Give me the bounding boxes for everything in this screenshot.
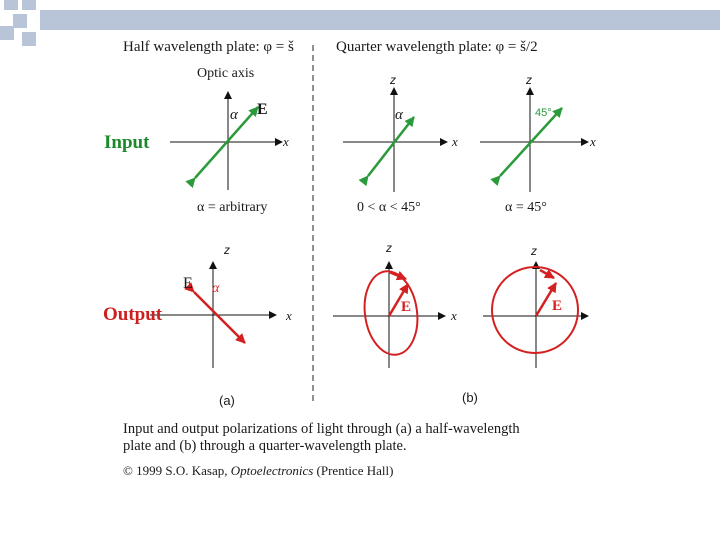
input-b2-45-label: 45°: [535, 107, 552, 119]
credit-suffix: (Prentice Hall): [313, 463, 394, 478]
row-label-input: Input: [104, 132, 150, 153]
output-b2-z-label: z: [531, 244, 537, 258]
part-label-a: (a): [219, 393, 235, 408]
output-b1-x-label: x: [451, 308, 457, 323]
input-b1-x-label: x: [452, 134, 458, 149]
output-b1-z-label: z: [386, 241, 392, 255]
header-quarter-wave: Quarter wavelength plate: φ = š/2: [336, 39, 538, 55]
output-a-axes: [150, 262, 276, 368]
input-b2-z-label: z: [526, 73, 532, 87]
output-a-E-label: E: [183, 275, 193, 292]
input-b2-x-label: x: [590, 134, 596, 149]
condition-range: 0 < α < 45°: [357, 200, 421, 215]
part-label-b: (b): [462, 390, 478, 405]
input-a-x-label: x: [283, 134, 289, 149]
condition-45: α = 45°: [505, 200, 547, 215]
condition-arbitrary: α = arbitrary: [197, 200, 268, 215]
header-half-wave: Half wavelength plate: φ = š: [123, 39, 294, 55]
input-b1-z-label: z: [390, 73, 396, 87]
output-b2-E-label: E: [552, 298, 563, 314]
caption-line-1: Input and output polarizations of light through (a) a half-wavelength: [123, 421, 520, 437]
credit-prefix: © 1999 S.O. Kasap,: [123, 463, 231, 478]
input-a-E-label: E: [257, 101, 268, 118]
credit-line: [123, 464, 393, 477]
row-label-output: Output: [103, 304, 163, 325]
output-a-alpha: α: [212, 281, 220, 296]
input-a-alpha: α: [230, 107, 238, 123]
output-a-x-label: x: [286, 308, 292, 323]
optic-axis-label: Optic axis: [197, 66, 255, 81]
input-b1-alpha: α: [395, 107, 403, 123]
output-b2-circle: [492, 267, 578, 353]
caption-line-2: plate and (b) through a quarter-wavelength plate.: [123, 438, 407, 454]
credit-book: Optoelectronics: [230, 463, 314, 478]
input-b1-vector: [368, 117, 414, 176]
output-b1-E-label: E: [401, 299, 412, 315]
output-a-vector: [194, 292, 245, 343]
output-a-z-label: z: [224, 243, 230, 257]
